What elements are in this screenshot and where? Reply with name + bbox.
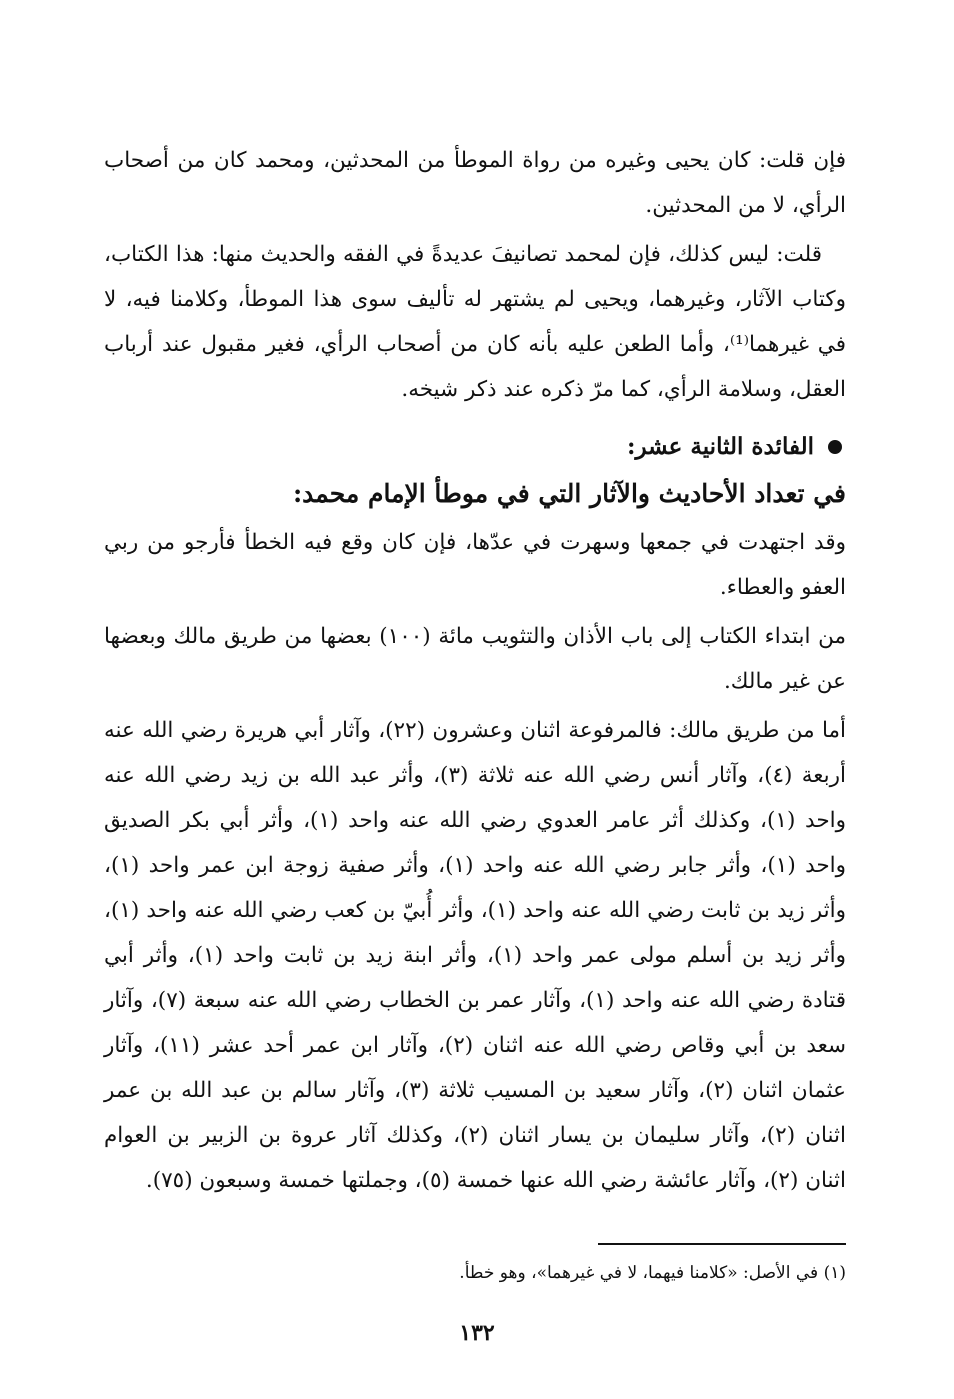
bullet-icon <box>828 440 842 454</box>
page-body <box>104 138 846 1203</box>
footnote-text: في الأصل: «كلامنا فيهما، لا في غيرهما»، وهو خطأ. <box>459 1263 819 1283</box>
footnote <box>104 1258 846 1288</box>
intro-question-paragraph: فإن قلت: كان يحيى وغيره من رواة الموطأ من المحدثين، ومحمد كان من أصحاب الرأي، لا من المحدثين. <box>104 148 846 218</box>
section-heading <box>104 424 846 470</box>
count-paragraph: أما من طريق مالك: فالمرفوعة اثنان وعشرون (٢٢)، وآثار أبي هريرة رضي الله عنه أربعة (٤)، وآثار أنس رضي الله عنه ثلاثة (٣)، وأثر عبد الله بن زيد رضي الله عنه واحد (١)، وكذلك أثر عامر العدوي رضي الله عنه واحد (١)، وأثر أبي بكر الصديق واحد (١)، وأثر جابر رضي الله عنه واحد (١)، وأثر صفية زوجة ابن عمر واحد (١)، وأثر زيد بن ثابت رضي الله عنه واحد (١)، وأثر أُبيّ بن كعب رضي الله عنه واحد (١)، وأثر زيد بن أسلم مولى عمر واحد (١)، وأثر ابنة زيد بن ثابت واحد (١)، وأثر أبي قتادة رضي الله عنه واحد (١)، وآثار عمر بن الخطاب رضي الله عنه سبعة (٧)، وآثار سعد بن أبي وقاص رضي الله عنه اثنان (٢)، وآثار ابن عمر أحد عشر (١١)، وآثار عثمان اثنان (٢)، وآثار سعيد بن المسيب ثلاثة (٣)، وآثار سالم بن عبد الله بن عمر اثنان (٢)، وآثار سليمان بن يسار اثنان (٢)، وكذلك آثار عروة بن الزبير بن العوام اثنان (٢)، وآثار عائشة رضي الله عنها خمسة (٥)، وجملتها خمسة وسبعون (٧٥). <box>104 718 847 1193</box>
section-subheading: في تعداد الأحاديث والآثار التي في موطأ الإمام محمد: <box>292 479 846 508</box>
intro-answer-paragraph: قلت: ليس كذلك، فإن لمحمد تصانيفَ عديدةً في الفقه والحديث منها: هذا الكتاب، وكتاب الآثار، وغيرهما، ويحيى لم يشتهر له تأليف سوى هذا الموطأ، وكلامنا فيه، لا في غيرهما⁽¹⁾، وأما الطعن عليه بأنه كان من أصحاب الرأي، فغير مقبول عند أرباب العقل، وسلامة الرأي، كما مرّ ذكره عند ذكر شيخه. <box>104 242 846 402</box>
footnote-marker: (١) <box>823 1263 846 1283</box>
page-number: ١٣٢ <box>459 1320 495 1346</box>
range-paragraph: من ابتداء الكتاب إلى باب الأذان والتثويب مائة (١٠٠) بعضها من طريق مالك وبعضها عن غير مالك. <box>104 624 847 694</box>
footnote-divider <box>598 1243 846 1245</box>
effort-paragraph: وقد اجتهدت في جمعها وسهرت في عدّها، فإن كان وقع فيه الخطأ فأرجو من ربي العفو والعطاء. <box>104 530 846 600</box>
section-heading-text: الفائدة الثانية عشر: <box>626 433 814 460</box>
